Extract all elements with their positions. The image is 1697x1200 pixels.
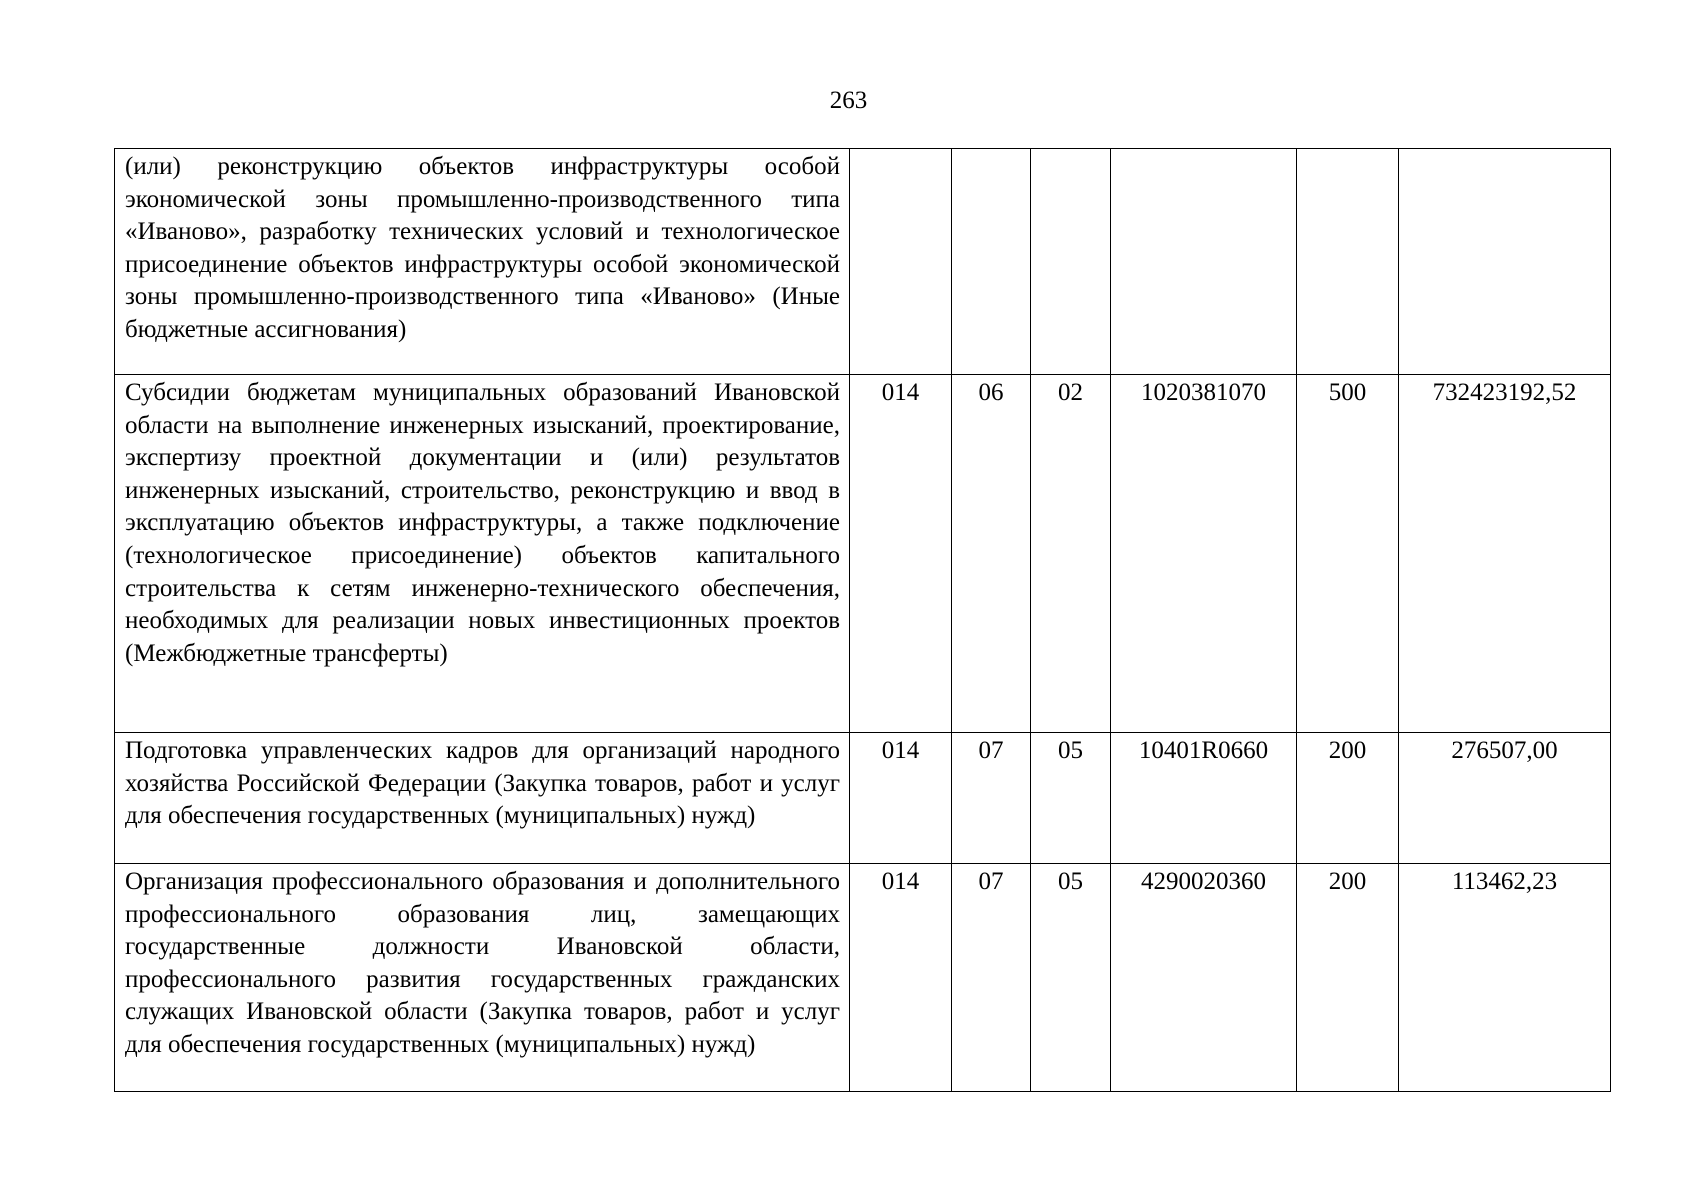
subsection-code-cell [1031, 149, 1111, 375]
amount-cell: 732423192,52 [1399, 375, 1611, 733]
page-number: 263 [829, 87, 868, 114]
section-code-cell: 07 [952, 864, 1031, 1092]
target-article-cell [1111, 149, 1297, 375]
amount-cell [1399, 149, 1611, 375]
subsection-code-cell: 05 [1031, 864, 1111, 1092]
subsection-code-cell: 05 [1031, 733, 1111, 864]
budget-table [114, 148, 1611, 1092]
amount-cell: 113462,23 [1399, 864, 1611, 1092]
expense-type-cell: 200 [1297, 733, 1399, 864]
ved-code-cell [850, 149, 952, 375]
target-article-cell: 10401R0660 [1111, 733, 1297, 864]
ved-code-cell: 014 [850, 375, 952, 733]
row-description: Субсидии бюджетам муниципальных образований Ивановской области на выполнение инженерных изысканий, проектирование, экспертизу проектной документации и (или) результатов инженерных изысканий, строительство, реконструкцию и ввод в эксплуатацию объектов инфраструктуры, а также подключение (технологическое присоединение) объектов капитального строительства к сетям инженерно-технического обеспечения, необходимых для реализации новых инвестиционных проектов (Межбюджетные трансферты) [115, 375, 850, 733]
row-description: (или) реконструкцию объектов инфраструктуры особой экономической зоны промышленно-производственного типа «Иваново», разработку технических условий и технологическое присоединение объектов инфраструктуры особой экономической зоны промышленно-производственного типа «Иваново» (Иные бюджетные ассигнования) [115, 149, 850, 375]
table-row [115, 375, 1611, 733]
target-article-cell: 1020381070 [1111, 375, 1297, 733]
amount-cell: 276507,00 [1399, 733, 1611, 864]
section-code-cell: 07 [952, 733, 1031, 864]
table-row [115, 864, 1611, 1092]
ved-code-cell: 014 [850, 733, 952, 864]
ved-code-cell: 014 [850, 864, 952, 1092]
row-description: Организация профессионального образования и дополнительного профессионального образования лиц, замещающих государственные должности Ивановской области, профессионального развития государственных гражданских служащих Ивановской области (Закупка товаров, работ и услуг для обеспечения государственных (муниципальных) нужд) [115, 864, 850, 1092]
table-row [115, 733, 1611, 864]
expense-type-cell [1297, 149, 1399, 375]
expense-type-cell: 500 [1297, 375, 1399, 733]
table-row [115, 149, 1611, 375]
row-description: Подготовка управленческих кадров для организаций народного хозяйства Российской Федерации (Закупка товаров, работ и услуг для обеспечения государственных (муниципальных) нужд) [115, 733, 850, 864]
target-article-cell: 4290020360 [1111, 864, 1297, 1092]
section-code-cell: 06 [952, 375, 1031, 733]
section-code-cell [952, 149, 1031, 375]
subsection-code-cell: 02 [1031, 375, 1111, 733]
expense-type-cell: 200 [1297, 864, 1399, 1092]
